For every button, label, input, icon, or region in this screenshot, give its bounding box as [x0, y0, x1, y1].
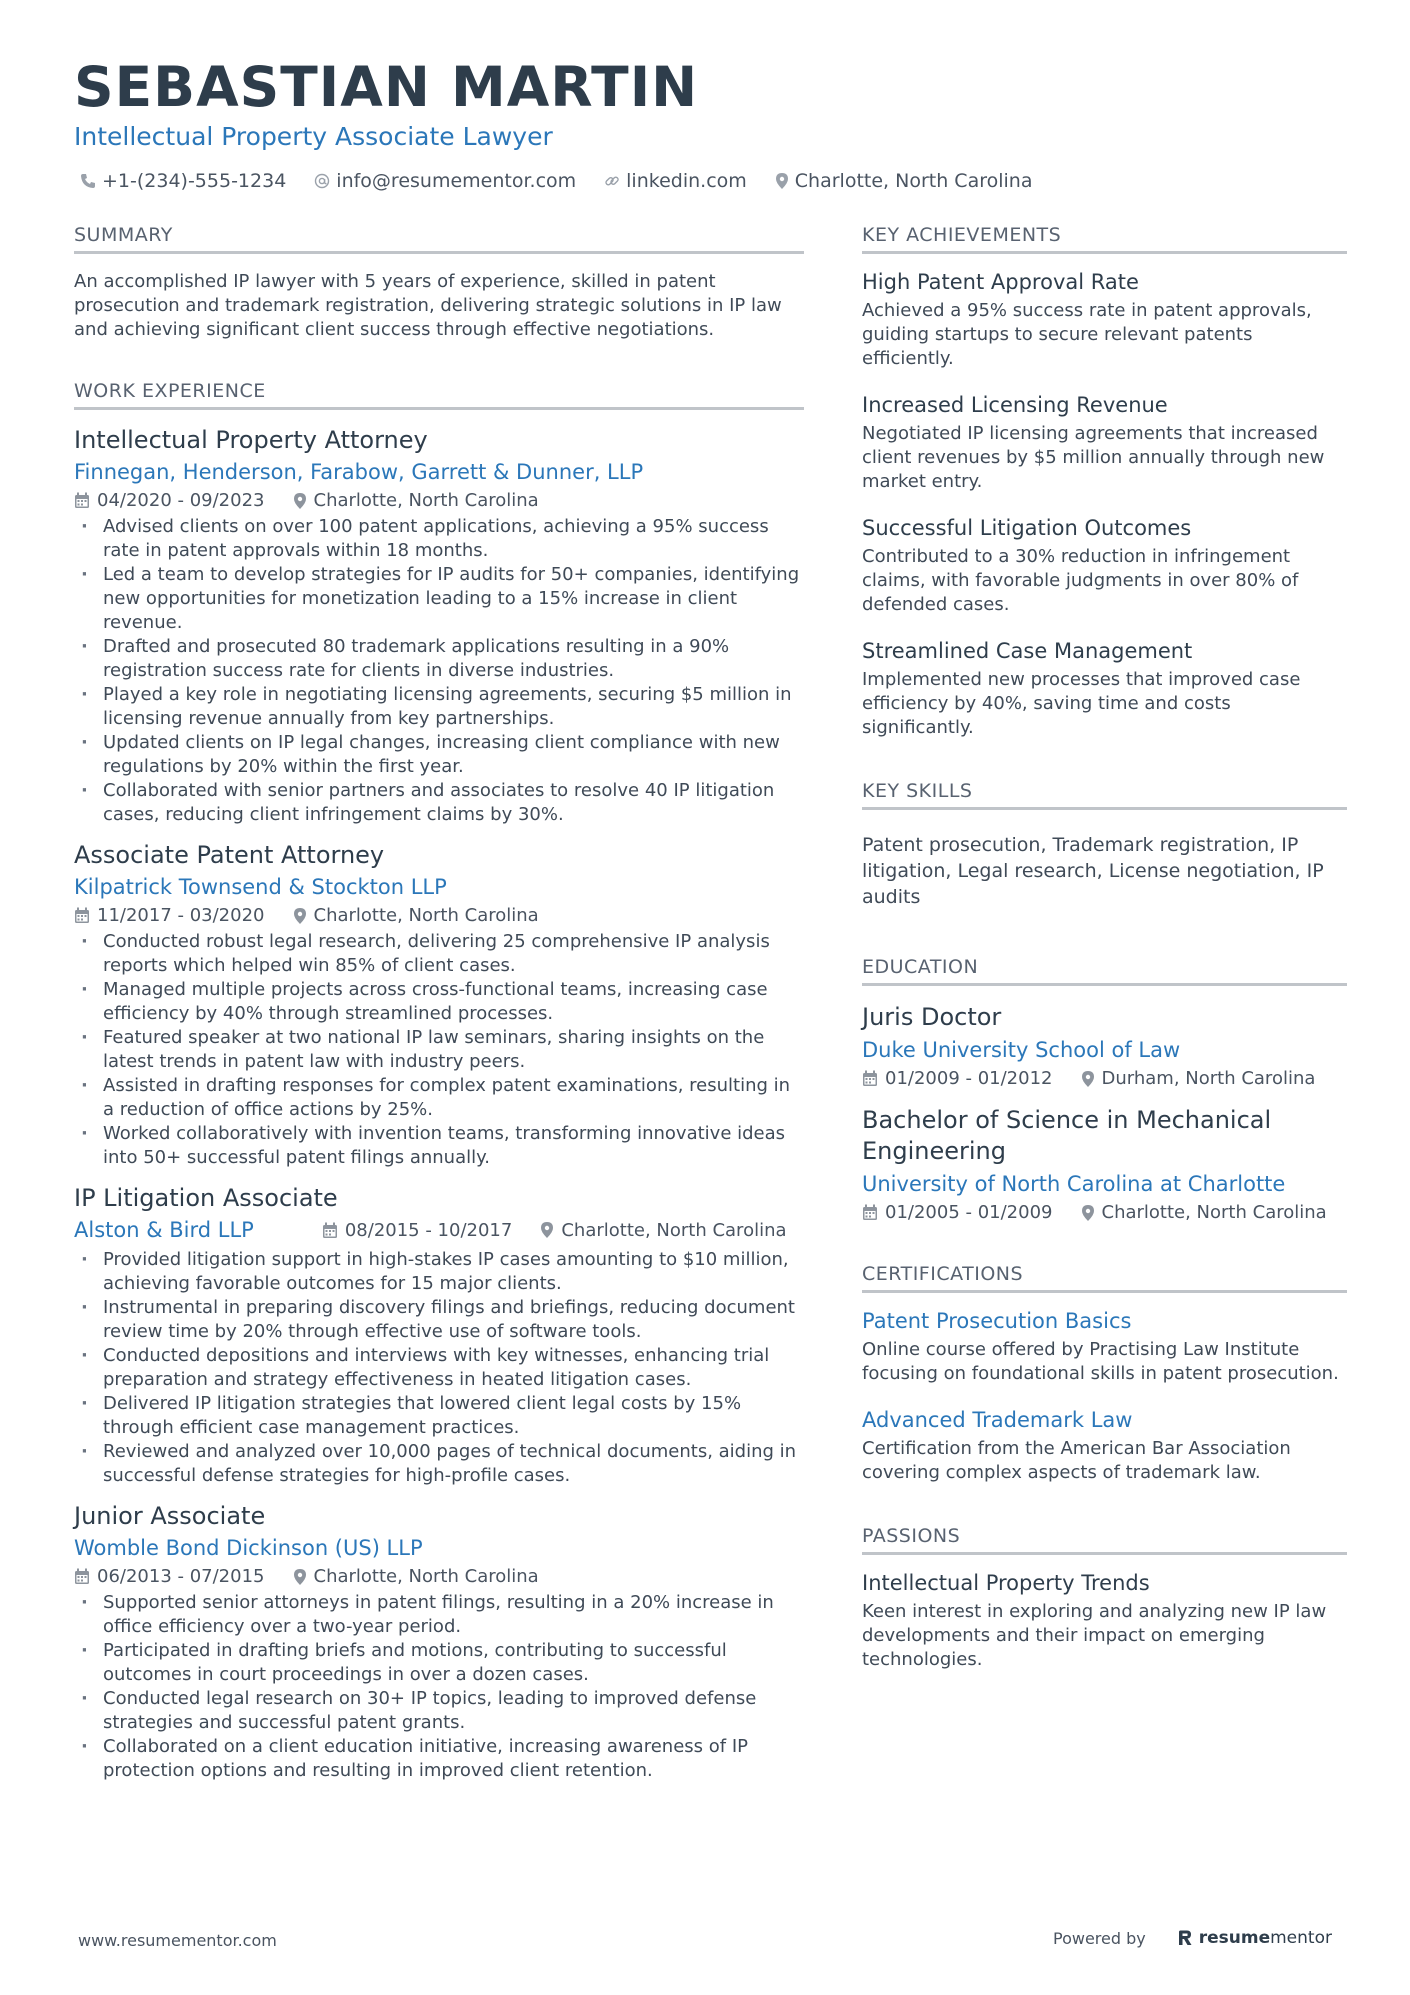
at-icon: [314, 173, 330, 189]
brand-name-rest: mentor: [1270, 1928, 1332, 1948]
job-location-text: Charlotte, North Carolina: [313, 1566, 539, 1587]
achievement-text: Implemented new processes that improved case efficiency by 40%, saving time and costs significantly.: [862, 669, 1301, 738]
list-item: · Featured speaker at two national IP law seminars, sharing insights on the latest trends in patent law with industry peers.: [74, 1026, 804, 1074]
list-item: · Instrumental in preparing discovery filings and briefings, reducing document review time by 20% through effective use of software tools.: [74, 1296, 804, 1344]
job-dates: [74, 1566, 265, 1587]
job-dates: [74, 905, 265, 926]
link-icon: [604, 173, 620, 189]
job-entry-title: Junior Associate: [74, 1502, 266, 1530]
achievement-item: [862, 639, 1347, 740]
job-dates-text: 06/2013 - 07/2015: [97, 1566, 265, 1587]
right-column: [862, 224, 1347, 1694]
job-entry: [74, 1502, 804, 1783]
job-dates-text: 04/2020 - 09/2023: [97, 490, 265, 511]
education-item: [862, 1002, 1347, 1089]
location-pin-icon: [1081, 1070, 1095, 1088]
location-pin-icon: [293, 1568, 307, 1586]
summary-heading: SUMMARY: [74, 224, 804, 254]
education-heading: EDUCATION: [862, 956, 1347, 986]
work-heading: WORK EXPERIENCE: [74, 380, 804, 410]
job-entry-meta: [74, 905, 804, 926]
candidate-name: SEBASTIAN MARTIN: [74, 55, 699, 119]
resumementor-logo-icon: [1176, 1929, 1194, 1947]
calendar-icon: [322, 1222, 338, 1239]
location-pin-icon: [540, 1221, 554, 1239]
passion-title: Intellectual Property Trends: [862, 1571, 1150, 1595]
footer-website[interactable]: www.resumementor.com: [78, 1931, 277, 1950]
contact-row: [80, 170, 1060, 192]
achievement-title: High Patent Approval Rate: [862, 270, 1139, 294]
location-pin-icon: [293, 907, 307, 925]
education-dates: [862, 1202, 1053, 1223]
job-location: [293, 905, 539, 926]
summary-text: An accomplished IP lawyer with 5 years of experience, skilled in patent prosecution and trademark registration, delivering strategic solutions in IP law and achieving significant client success through effective negotiations.: [74, 271, 782, 340]
brand-logo[interactable]: [1176, 1928, 1332, 1948]
job-location: [293, 1566, 539, 1587]
list-item: · Drafted and prosecuted 80 trademark applications resulting in a 90% registration success rate for clients in diverse industries.: [74, 635, 804, 683]
calendar-icon: [74, 1568, 90, 1585]
education-item: [862, 1105, 1347, 1223]
list-item: · Managed multiple projects across cross-functional teams, increasing case efficiency by 40% through streamlined processes.: [74, 978, 804, 1026]
calendar-icon: [862, 1204, 878, 1221]
achievement-text: Contributed to a 30% reduction in infringement claims, with favorable judgments in over 80% of defended cases.: [862, 546, 1299, 615]
achievement-text: Achieved a 95% success rate in patent approvals, guiding startups to secure relevant patents efficiently.: [862, 300, 1312, 369]
contact-location: [775, 170, 1033, 192]
job-bullets: [74, 515, 804, 827]
list-item: · Conducted legal research on 30+ IP topics, leading to improved defense strategies and successful patent grants.: [74, 1687, 804, 1735]
job-entry-title: Intellectual Property Attorney: [74, 426, 428, 454]
job-dates: [74, 490, 265, 511]
phone-text: +1-(234)-555-1234: [102, 170, 287, 192]
achievement-title: Successful Litigation Outcomes: [862, 516, 1192, 540]
certification-text: Certification from the American Bar Association covering complex aspects of trademark law.: [862, 1438, 1291, 1483]
list-item: · Led a team to develop strategies for IP audits for 50+ companies, identifying new opportunities for monetization leading to a 15% increase in client revenue.: [74, 563, 804, 635]
footer-powered-by: [1053, 1928, 1332, 1948]
job-entry: [74, 841, 804, 1170]
job-entry: [74, 1184, 804, 1488]
skills-text: Patent prosecution, Trademark registration, IP litigation, Legal research, License negotiation, IP audits: [862, 834, 1324, 908]
job-entry-meta: [74, 1566, 804, 1587]
contact-linkedin[interactable]: [604, 170, 747, 192]
left-column: [74, 224, 804, 1797]
job-dates: [322, 1220, 513, 1241]
phone-icon: [80, 173, 96, 189]
list-item: · Delivered IP litigation strategies that lowered client legal costs by 15% through efficient case management practices.: [74, 1392, 804, 1440]
education-location: [1081, 1068, 1316, 1089]
education-location: [1081, 1202, 1327, 1223]
education-dates-text: 01/2009 - 01/2012: [885, 1068, 1053, 1089]
list-item: · Assisted in drafting responses for complex patent examinations, resulting in a reduction of office actions by 25%.: [74, 1074, 804, 1122]
education-location-text: Durham, North Carolina: [1101, 1068, 1316, 1089]
achievement-title: Streamlined Case Management: [862, 639, 1193, 663]
calendar-icon: [74, 907, 90, 924]
passion-item: [862, 1571, 1347, 1672]
contact-email[interactable]: [314, 170, 576, 192]
powered-by-label: Powered by: [1053, 1928, 1146, 1948]
achievement-item: [862, 393, 1347, 494]
job-entry-company: Kilpatrick Townsend & Stockton LLP: [74, 875, 447, 899]
contact-phone: [80, 170, 286, 192]
location-pin-icon: [775, 172, 789, 190]
job-bullets: [74, 930, 804, 1170]
job-title: Intellectual Property Associate Lawyer: [74, 122, 553, 151]
calendar-icon: [74, 492, 90, 509]
achievement-text: Negotiated IP licensing agreements that increased client revenues by $5 million annually through new market entry.: [862, 423, 1325, 492]
education-meta: [862, 1202, 1347, 1223]
list-item: · Advised clients on over 100 patent applications, achieving a 95% success rate in patent approvals within 18 months.: [74, 515, 804, 563]
job-bullets: [74, 1591, 804, 1783]
certification-text: Online course offered by Practising Law Institute focusing on foundational skills in patent prosecution.: [862, 1339, 1339, 1384]
calendar-icon: [862, 1070, 878, 1087]
job-bullets: [74, 1248, 804, 1488]
education-meta: [862, 1068, 1347, 1089]
job-location-text: Charlotte, North Carolina: [561, 1219, 787, 1241]
job-location: [293, 490, 539, 511]
list-item: · Collaborated with senior partners and associates to resolve 40 IP litigation cases, reducing client infringement claims by 30%.: [74, 779, 804, 827]
brand-name-bold: resume: [1198, 1928, 1271, 1948]
job-entry-company: Finnegan, Henderson, Farabow, Garrett & Dunner, LLP: [74, 460, 644, 484]
passions-heading: PASSIONS: [862, 1525, 1347, 1555]
job-entry: [74, 426, 804, 827]
list-item: · Worked collaboratively with invention teams, transforming innovative ideas into 50+ successful patent filings annually.: [74, 1122, 804, 1170]
education-school: University of North Carolina at Charlotte: [862, 1172, 1286, 1196]
job-dates-text: 11/2017 - 03/2020: [97, 905, 265, 926]
list-item: · Supported senior attorneys in patent filings, resulting in a 20% increase in office efficiency over a two-year period.: [74, 1591, 804, 1639]
job-entry-meta: [74, 1218, 804, 1242]
job-entry-meta: [74, 490, 804, 511]
certification-title: Advanced Trademark Law: [862, 1408, 1133, 1432]
list-item: · Conducted robust legal research, delivering 25 comprehensive IP analysis reports which helped win 85% of client cases.: [74, 930, 804, 978]
job-entry-company: Womble Bond Dickinson (US) LLP: [74, 1536, 423, 1560]
achievement-title: Increased Licensing Revenue: [862, 393, 1168, 417]
list-item: · Participated in drafting briefs and motions, contributing to successful outcomes in court proceedings in over a dozen cases.: [74, 1639, 804, 1687]
certification-title: Patent Prosecution Basics: [862, 1309, 1132, 1333]
email-text[interactable]: info@resumementor.com: [336, 170, 577, 192]
list-item: · Conducted depositions and interviews with key witnesses, enhancing trial preparation and strategy effectiveness in heated litigation cases.: [74, 1344, 804, 1392]
location-pin-icon: [293, 492, 307, 510]
location-text: Charlotte, North Carolina: [794, 170, 1033, 192]
job-location-text: Charlotte, North Carolina: [313, 905, 539, 926]
achievement-item: [862, 516, 1347, 617]
list-item: · Updated clients on IP legal changes, increasing client compliance with new regulations by 20% within the first year.: [74, 731, 804, 779]
job-location-text: Charlotte, North Carolina: [313, 490, 539, 511]
education-location-text: Charlotte, North Carolina: [1101, 1202, 1327, 1223]
education-school: Duke University School of Law: [862, 1038, 1181, 1062]
list-item: · Provided litigation support in high-stakes IP cases amounting to $10 million, achieving favorable outcomes for 15 major clients.: [74, 1248, 804, 1296]
achievement-item: [862, 270, 1347, 371]
education-degree: Juris Doctor: [862, 1003, 1002, 1031]
job-entry-title: Associate Patent Attorney: [74, 841, 385, 869]
certification-item: [862, 1309, 1347, 1386]
job-dates-text: 08/2015 - 10/2017: [344, 1219, 513, 1241]
certification-item: [862, 1408, 1347, 1485]
achievements-heading: KEY ACHIEVEMENTS: [862, 224, 1347, 254]
linkedin-text[interactable]: linkedin.com: [626, 170, 747, 192]
passion-text: Keen interest in exploring and analyzing new IP law developments and their impact on emerging technologies.: [862, 1601, 1327, 1670]
list-item: · Played a key role in negotiating licensing agreements, securing $5 million in licensing revenue annually from key partnerships.: [74, 683, 804, 731]
certifications-heading: CERTIFICATIONS: [862, 1263, 1347, 1293]
location-pin-icon: [1081, 1204, 1095, 1222]
skills-heading: KEY SKILLS: [862, 780, 1347, 810]
job-entry-title: IP Litigation Associate: [74, 1184, 338, 1212]
job-location: [540, 1220, 786, 1241]
job-entry-company: Alston & Bird LLP: [74, 1218, 254, 1242]
education-dates: [862, 1068, 1053, 1089]
education-degree: Bachelor of Science in Mechanical Engineering: [862, 1106, 1272, 1165]
list-item: · Collaborated on a client education initiative, increasing awareness of IP protection options and resulting in improved client retention.: [74, 1735, 804, 1783]
education-dates-text: 01/2005 - 01/2009: [885, 1202, 1053, 1223]
list-item: · Reviewed and analyzed over 10,000 pages of technical documents, aiding in successful defense strategies for high-profile cases.: [74, 1440, 804, 1488]
